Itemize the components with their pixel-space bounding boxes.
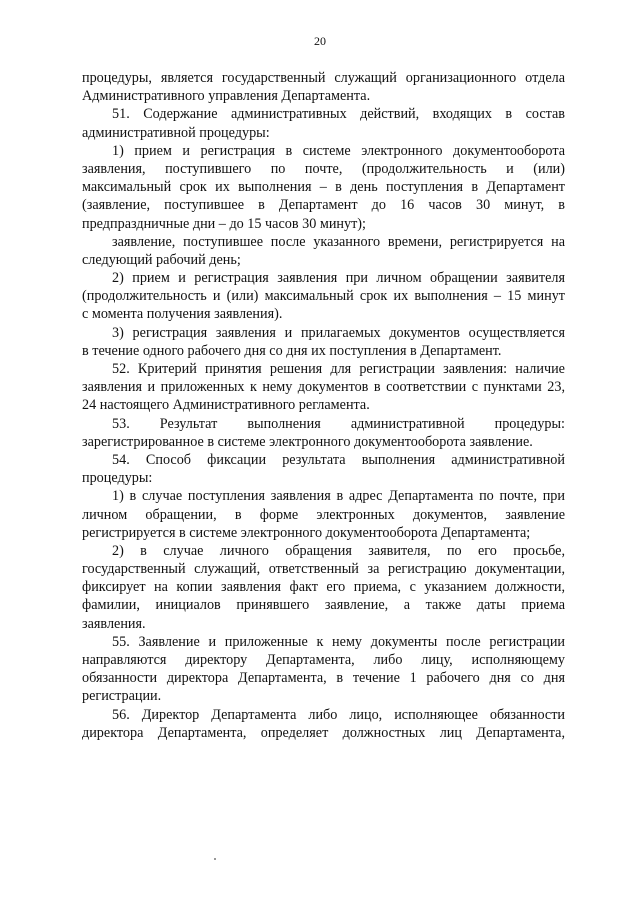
text-line: зарегистрированное в системе электронного документооборота заявление. bbox=[82, 433, 533, 450]
text-line: регистрации. bbox=[82, 688, 162, 705]
text-line: (продолжительность и (или) максимальный срок их выполнения – 15 минут bbox=[82, 288, 565, 305]
text-line: 55. Заявление и приложенные к нему документы после регистрации bbox=[112, 633, 565, 650]
text-line: 56. Директор Департамента либо лицо, исполняющее обязанности bbox=[112, 706, 565, 723]
page-number: 20 bbox=[314, 34, 326, 48]
text-line: максимальный срок их выполнения – в день поступления в Департамент bbox=[82, 179, 565, 196]
paragraph bbox=[82, 269, 565, 324]
scan-speck bbox=[214, 858, 216, 860]
paragraph bbox=[82, 706, 565, 742]
text-line: 2) прием и регистрация заявления при личном обращении заявителя bbox=[112, 270, 565, 287]
text-line: регистрируется в системе электронного документооборота Департамента; bbox=[82, 524, 531, 541]
text-line: направляются директору Департамента, либо лицу, исполняющему bbox=[82, 652, 565, 668]
text-line: Административного управления Департамента. bbox=[82, 88, 371, 105]
text-line: фамилии, инициалов принявшего заявление, а также даты приема bbox=[82, 597, 565, 614]
paragraph bbox=[82, 542, 565, 633]
text-line: 24 настоящего Административного регламента. bbox=[82, 397, 370, 414]
text-line: заявление, поступившее после указанного времени, регистрируется на bbox=[112, 233, 565, 250]
paragraph bbox=[82, 451, 565, 487]
text-line: заявления, поступившего по почте, (продолжительность и (или) bbox=[82, 160, 565, 177]
paragraph bbox=[82, 233, 565, 269]
text-line: процедуры: bbox=[82, 470, 153, 487]
paragraph bbox=[82, 69, 565, 105]
paragraph bbox=[82, 142, 565, 233]
text-line: в течение одного рабочего дня со дня их поступления в Департамент. bbox=[82, 342, 502, 359]
text-line: личном обращении, в форме электронных документов, заявление bbox=[82, 506, 565, 523]
text-line: государственный служащий, ответственный за регистрацию документации, bbox=[82, 561, 565, 578]
text-line: 3) регистрация заявления и прилагаемых документов осуществляется bbox=[112, 324, 565, 341]
text-line: 53. Результат выполнения административной процедуры: bbox=[112, 415, 565, 432]
text-line: следующий рабочий день; bbox=[82, 251, 241, 268]
text-line: предпраздничные дни – до 15 часов 30 минут); bbox=[82, 215, 366, 232]
text-line: 1) прием и регистрация в системе электронного документооборота bbox=[112, 142, 565, 159]
paragraph bbox=[82, 487, 565, 542]
text-line: процедуры, является государственный служащий организационного отдела bbox=[82, 70, 565, 86]
paragraph bbox=[82, 105, 565, 141]
text-line: директора Департамента, определяет должностных лиц Департамента, bbox=[82, 724, 565, 741]
paragraph bbox=[82, 415, 565, 451]
document-body bbox=[82, 69, 565, 742]
paragraph bbox=[82, 360, 565, 415]
text-line: 54. Способ фиксации результата выполнения административной bbox=[112, 451, 565, 468]
text-line: 52. Критерий принятия решения для регистрации заявления: наличие bbox=[112, 361, 565, 377]
paragraph bbox=[82, 324, 565, 360]
text-line: 51. Содержание административных действий, входящих в состав bbox=[112, 106, 565, 123]
text-line: (заявление, поступившее в Департамент до 16 часов 30 минут, в bbox=[82, 197, 565, 214]
paragraph bbox=[82, 633, 565, 706]
text-line: 1) в случае поступления заявления в адрес Департамента по почте, при bbox=[112, 488, 565, 505]
text-line: фиксирует на копии заявления факт его приема, с указанием должности, bbox=[82, 579, 565, 596]
text-line: заявления и приложенных к нему документов в соответствии с пунктами 23, bbox=[82, 379, 565, 396]
text-line: обязанности директора Департамента, в течение 1 рабочего дня со дня bbox=[82, 670, 565, 687]
text-line: административной процедуры: bbox=[82, 124, 270, 141]
text-line: заявления. bbox=[82, 615, 146, 632]
text-line: 2) в случае личного обращения заявителя, по его просьбе, bbox=[112, 542, 565, 559]
text-line: с момента получения заявления). bbox=[82, 306, 283, 323]
